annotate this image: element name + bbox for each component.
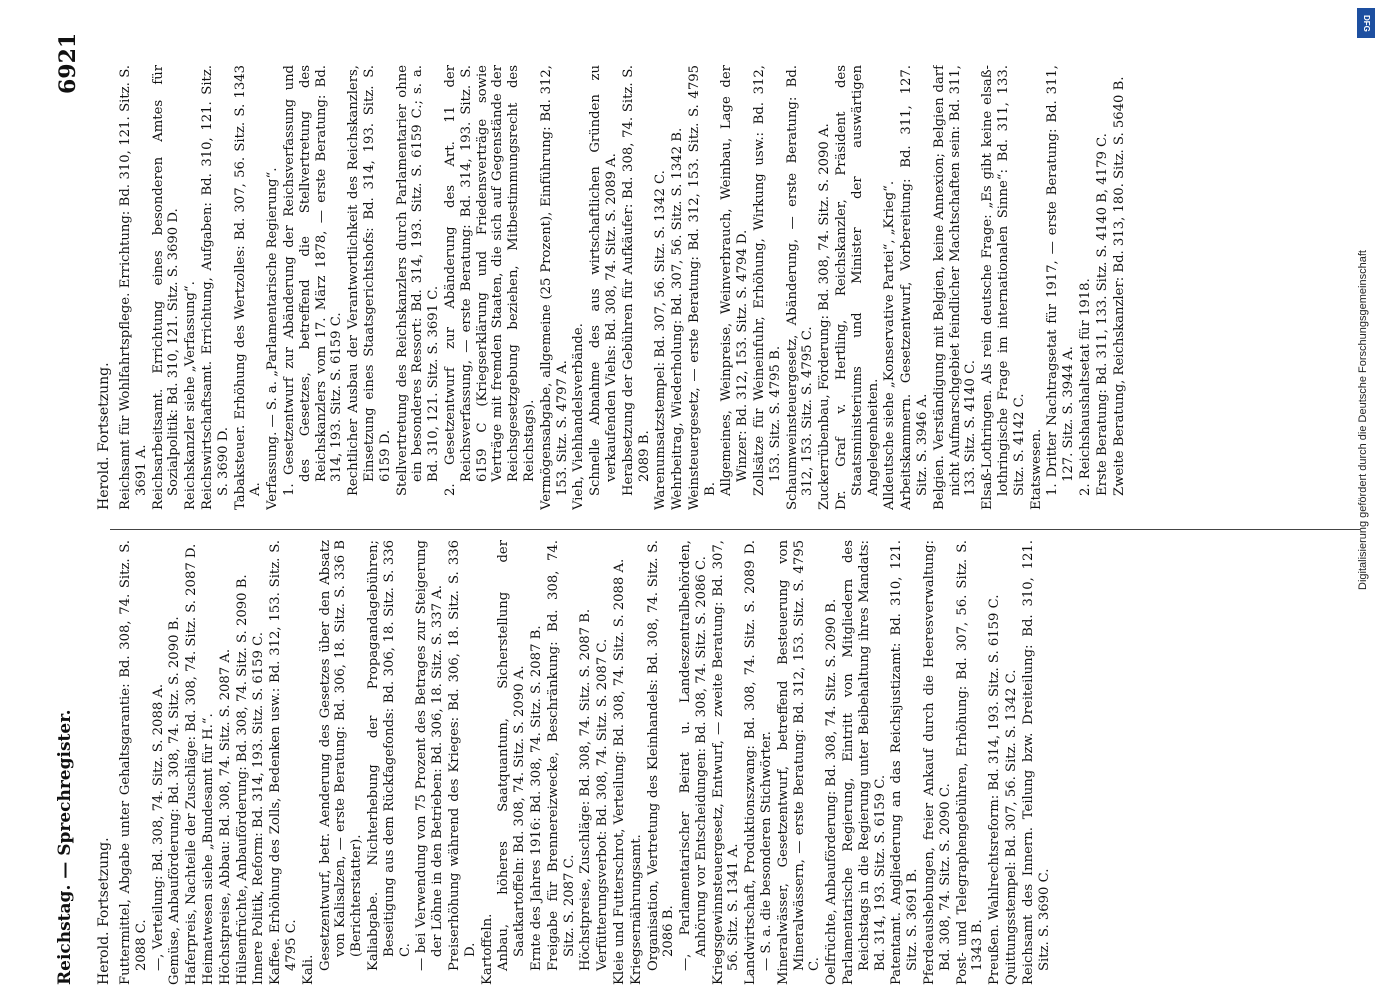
- index-entry: Quittungsstempel: Bd. 307, 56. Sitz. S. 1342 C.: [1004, 669, 1020, 985]
- index-entry: Mineralwässer, Gesetzentwurf, betreffend Besteuerung von Mineralwässern, — erste Beratung: Bd. 312, 153. Sitz. S. 4795 C.: [775, 540, 823, 985]
- index-entry: Vermögensabgabe, allgemeine (25 Prozent), Einführung: Bd. 312, 153. Sitz. S. 4797 A.: [538, 65, 570, 510]
- index-entry: Erste Beratung: Bd. 311, 133. Sitz. S. 4140 B, 4179 C.: [1094, 133, 1110, 496]
- index-entry: 1. Dritter Nachtragsetat für 1917, — erste Beratung: Bd. 311, 127. Sitz. S. 3944 A.: [1045, 65, 1077, 496]
- index-entry: Oelfrüchte, Anbauförderung: Bd. 308, 74. Sitz. S. 2090 B.: [824, 598, 840, 985]
- index-entry: Kleie und Futterschrot, Verteilung: Bd. 308, 74. Sitz. S. 2088 A.: [611, 558, 627, 985]
- index-entry: Preußen. Wahlrechtsreform: Bd. 314, 193. Sitz. S. 6159 C.: [987, 594, 1003, 985]
- index-entry: Tabaksteuer. Erhöhung des Wertzolles: Bd. 307, 56. Sitz. S. 1343 A.: [232, 65, 264, 510]
- index-entry: Verfütterungsverbot: Bd. 308, 74. Sitz. S. 2087 C.: [595, 638, 611, 971]
- index-entry: Schnelle Abnahme des aus wirtschaftlichen Gründen zu verkaufenden Viehs: Bd. 308, 74. Sitz. S. 2089 A.: [588, 65, 619, 496]
- right-column: [118, 65, 1353, 510]
- index-entry: Belgien. Verständigung mit Belgien, keine Annexion; Belgien darf nicht Aufmarschgebiet feindlicher Machtschaften sein: Bd. 311, 133. Sitz. S. 4140 C.: [931, 65, 979, 510]
- index-entry: 2. Gesetzentwurf zur Abänderung des Art. 11 der Reichsverfassung, — erste Beratung: Bd. 314, 193. Sitz. S. 6159 C (Kriegserklärung und Friedensverträge sowie Verträge mit fremden Staaten, die sich auf Gegenstände der Reichsgesetzgebung beziehen, Mitbestimmungsrecht des Reichstags).: [442, 65, 537, 496]
- index-entry: Heimatwesen siehe „Bundesamt für H.“.: [200, 713, 216, 985]
- index-entry: Arbeitskammern. Gesetzentwurf, Vorbereitung: Bd. 311, 127. Sitz. S. 3946 A.: [899, 65, 931, 510]
- index-entry: Höchstpreise, Zuschläge: Bd. 308, 74. Sitz. S. 2087 B.: [578, 608, 594, 971]
- index-entry: Haferpreis, Nachteile der Zuschläge: Bd. 308, 74. Sitz. S. 2087 D.: [184, 543, 200, 985]
- watermark-text: Digitalisierung gefördert durch die Deutsche Forschungsgemeinschaft: [1357, 250, 1369, 590]
- page-header: Reichstag. — Sprechregister.: [55, 709, 75, 985]
- index-entry: Rechtlicher Ausbau der Verantwortlichkeit des Reichskanzlers, Einsetzung eines Staatsgerichtshofs: Bd. 314, 193. Sitz. S. 6159 D.: [346, 65, 393, 496]
- index-entry: Kali.: [300, 954, 316, 985]
- index-entry: Verfassung. — S. a. „Parlamentarische Regierung“.: [265, 167, 281, 510]
- index-entry: Vieh, Viehhandelsverbände.: [571, 323, 587, 510]
- index-entry: Innere Politik, Reform: Bd. 314, 193. Sitz. S. 6159 C.: [251, 632, 267, 985]
- index-entry: Zweite Beratung, Reichskanzler: Bd. 313, 180. Sitz. S. 5640 B.: [1111, 76, 1127, 496]
- index-entry: Organisation, Vertretung des Kleinhandels: Bd. 308, 74. Sitz. S. 2086 B.: [645, 540, 677, 971]
- index-entry: Zollsätze für Weineinfuhr, Erhöhung, Wirkung usw.: Bd. 312, 153. Sitz. S. 4795 B.: [752, 65, 783, 496]
- index-entry: Alldeutsche siehe „Konservative Partei“, „Krieg“.: [882, 180, 898, 510]
- index-entry: Kriegsgewinnsteuergesetz, Entwurf, — zweite Beratung: Bd. 307, 56. Sitz. S. 1341 A.: [710, 540, 742, 985]
- index-entry: Post- und Telegraphengebühren, Erhöhung: Bd. 307, 56. Sitz. S. 1343 B.: [954, 540, 986, 985]
- index-entry: Anbau, höheres Saatquantum, Sicherstellung der Saatkartoffeln: Bd. 308, 74. Sitz. S. 2090 A.: [496, 540, 528, 971]
- index-entry: Kaliabgabe. Nichterhebung der Propagandagebühren; Beseitigung aus dem Rückfagefonds: Bd. 306, 18. Sitz. S. 336 C.: [365, 540, 413, 971]
- index-entry: Freigabe für Brennereizwecke, Beschränkung: Bd. 308, 74. Sitz. S. 2087 C.: [545, 540, 577, 971]
- index-entry: Reichsamt des Innern. Teilung bzw. Dreiteilung: Bd. 310, 121. Sitz. S. 3690 C.: [1020, 540, 1052, 985]
- index-entry: Allgemeines, Weinpreise, Weinverbrauch, Weinbau, Lage der Winzer: Bd. 312, 153. Sitz. S. 4794 D.: [719, 65, 751, 496]
- index-entry: Landwirtschaft, Produktionszwang: Bd. 308, 74. Sitz. S. 2089 D. — S. a. die besonderen Stichwörter.: [743, 540, 775, 985]
- index-entry: Herabsetzung der Gebühren für Aufkäufer: Bd. 308, 74. Sitz. S. 2089 B.: [620, 65, 652, 496]
- index-entry: —, Verteilung: Bd. 308, 74. Sitz. S. 2088 A.: [150, 683, 166, 971]
- index-entry: Futtermittel, Abgabe unter Gehaltsgarantie: Bd. 308, 74. Sitz. S. 2088 C.: [118, 540, 149, 985]
- index-entry: Hülsenfrüchte, Anbauförderung: Bd. 308, 74. Sitz. S. 2090 B.: [234, 574, 250, 985]
- index-entry: 1. Gesetzentwurf zur Abänderung der Reichsverfassung und des Gesetzes, betreffend die Stellvertretung des Reichskanzlers vom 17. März 1878, — erste Beratung: Bd. 314, 193. Sitz. S. 6159 C.: [281, 65, 345, 496]
- index-entry: Weinsteuergesetz, — erste Beratung: Bd. 312, 153. Sitz. S. 4795 B.: [686, 65, 718, 510]
- index-entry: — bei Verwendung von 75 Prozent des Betrages zur Steigerung der Löhne in den Betrieben: Bd. 306, 18. Sitz. S. 337 A.: [414, 540, 446, 971]
- index-entry: —, Parlamentarischer Beirat u. Landeszentralbehörden, Anhörung vor Entscheidungen: Bd. 308, 74. Sitz. S. 2086 C.: [678, 540, 709, 971]
- right-subheader: Herold. Fortsetzung.: [96, 362, 112, 510]
- dfg-logo: DFG: [1357, 8, 1375, 38]
- index-entry: Reichswirtschaftsamt. Errichtung, Aufgaben: Bd. 310, 121. Sitz. S. 3690 D.: [199, 65, 231, 510]
- index-entry: Ernte des Jahres 1916: Bd. 308, 74. Sitz. S. 2087 B.: [528, 625, 544, 971]
- index-entry: Gesetzentwurf, betr. Aenderung des Gesetzes über den Absatz von Kalisalzen, — erste Beratung: Bd. 306, 18. Sitz. S. 336 B (Berichterstatter).: [317, 540, 365, 971]
- index-entry: Pferdeaushebungen, freier Ankauf durch die Heeresverwaltung: Bd. 308, 74. Sitz. S. 2090 C.: [922, 540, 953, 985]
- index-entry: Dr. Graf v. Hertling, Reichskanzler, Präsident des Staatsministeriums und Minister der auswärtigen Angelegenheiten.: [834, 65, 881, 510]
- index-entry: Preiserhöhung während des Krieges: Bd. 306, 18. Sitz. S. 336 D.: [446, 540, 478, 971]
- index-entry: Reichskanzler siehe „Verfassung“.: [183, 281, 199, 510]
- index-entry: Zuckerrübenbau, Förderung: Bd. 308, 74. Sitz. S. 2090 A.: [817, 123, 833, 510]
- index-entry: Gemüse, Anbauförderung: Bd. 308, 74. Sitz. S. 2090 B.: [167, 616, 183, 985]
- index-entry: Kriegsernährungsamt.: [628, 834, 644, 985]
- index-entry: Wehrbeitrag, Wiederholung: Bd. 307, 56. Sitz. S. 1342 B.: [670, 127, 686, 510]
- dfg-watermark: [1355, 0, 1379, 1000]
- index-entry: Parlamentarische Regierung, Eintritt von Mitgliedern des Reichstags in die Regierung unter Beibehaltung ihres Mandats: Bd. 314, 193. Sitz. S. 6159 C.: [841, 540, 888, 985]
- index-entry: Etatswesen.: [1028, 428, 1044, 510]
- index-entry: Warenumsatzstempel: Bd. 307, 56. Sitz. S. 1342 C.: [653, 170, 669, 510]
- index-entry: Kartoffeln.: [479, 913, 495, 985]
- index-entry: Reichsarbeitsamt. Errichtung eines besonderen Amtes für Sozialpolitik: Bd. 310, 121. Sitz. S. 3690 D.: [150, 65, 182, 510]
- index-entry: 2. Reichshaushaltsetat für 1918.: [1078, 278, 1094, 496]
- left-subheader: Herold. Fortsetzung.: [96, 837, 112, 985]
- left-column: [118, 540, 1353, 985]
- index-entry: Patentamt. Angliederung an das Reichsjustizamt: Bd. 310, 121. Sitz. S. 3691 B.: [889, 540, 921, 985]
- index-entry: Höchstpreise, Abbau: Bd. 308, 74. Sitz. S. 2087 A.: [217, 648, 233, 985]
- index-entry: Kaffee. Erhöhung des Zolls, Bedenken usw.: Bd. 312, 153. Sitz. S. 4795 C.: [268, 540, 299, 985]
- column-divider: [110, 529, 1360, 530]
- index-entry: Stellvertretung des Reichskanzlers durch Parlamentarier ohne ein besonderes Ressort: Bd. 314, 193. Sitz. S. 6159 C.; s. a. Bd. 310, 121. Sitz. S. 3691 C.: [394, 65, 442, 496]
- page-number: 6921: [55, 32, 81, 94]
- index-entry: Elsaß-Lothringen. Als rein deutsche Frage: „Es gibt keine elsaß-lothringische Frage im internationalen Sinne“: Bd. 311, 133. Sitz. S. 4142 C.: [980, 65, 1027, 510]
- index-entry: Reichsamt für Wohlfahrtspflege. Errichtung: Bd. 310, 121. Sitz. S. 3691 A.: [118, 65, 149, 510]
- index-entry: Schaumweinsteuergesetz, Abänderung, — erste Beratung: Bd. 312, 153. Sitz. S. 4795 C.: [784, 65, 816, 510]
